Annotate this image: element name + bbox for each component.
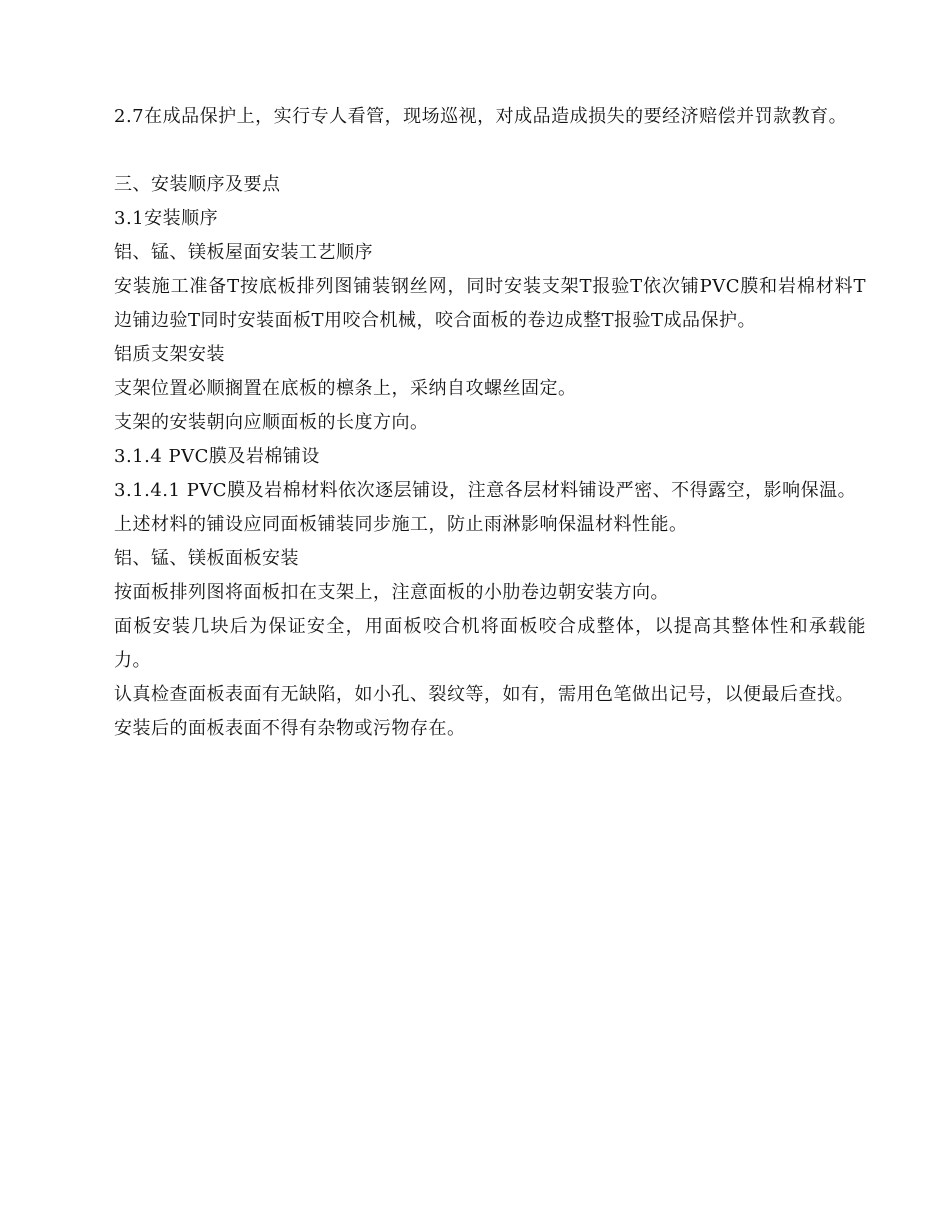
subheading-aluminum-bracket-install: 铝质支架安装: [114, 344, 225, 365]
paragraph-3-1-4-1: 3.1.4.1 PVC膜及岩棉材料依次逐层铺设，注意各层材料铺设严密、不得露空，影响保温。: [114, 480, 857, 501]
paragraph-panel-seaming: 面板安装几块后为保证安全，用面板咬合机将面板咬合成整体，以提高其整体性和承载能力。: [114, 616, 866, 671]
document-body: [114, 100, 866, 746]
subheading-3-1-4: 3.1.4 PVC膜及岩棉铺设: [114, 446, 320, 467]
paragraph-process-steps: 安装施工准备T按底板排列图铺装钢丝网，同时安装支架T报验T依次铺PVC膜和岩棉材料T边铺边验T同时安装面板T用咬合机械，咬合面板的卷边成整T报验T成品保护。: [114, 276, 866, 331]
paragraph-panel-layout: 按面板排列图将面板扣在支架上，注意面板的小肋卷边朝安装方向。: [114, 582, 669, 603]
paragraph-2-7-product-protection: 2.7在成品保护上，实行专人看管，现场巡视，对成品造成损失的要经济赔偿并罚款教育。: [114, 106, 848, 127]
paragraph-panel-cleanliness: 安装后的面板表面不得有杂物或污物存在。: [114, 718, 466, 739]
subheading-roof-process-order: 铝、锰、镁板屋面安装工艺顺序: [114, 242, 373, 263]
paragraph-panel-inspection: 认真检查面板表面有无缺陷，如小孔、裂纹等，如有，需用色笔做出记号，以便最后查找。: [114, 684, 854, 705]
paragraph-bracket-orientation: 支架的安装朝向应顺面板的长度方向。: [114, 412, 429, 433]
subheading-3-1: 3.1安装顺序: [114, 208, 219, 229]
paragraph-material-laying-sync: 上述材料的铺设应同面板铺装同步施工，防止雨淋影响保温材料性能。: [114, 514, 688, 535]
section-heading-installation-sequence: 三、安装顺序及要点: [114, 174, 281, 195]
paragraph-bracket-position: 支架位置必顺搁置在底板的檩条上，采纳自攻螺丝固定。: [114, 378, 577, 399]
subheading-panel-install: 铝、锰、镁板面板安装: [114, 548, 299, 569]
section-spacer: [114, 134, 866, 168]
